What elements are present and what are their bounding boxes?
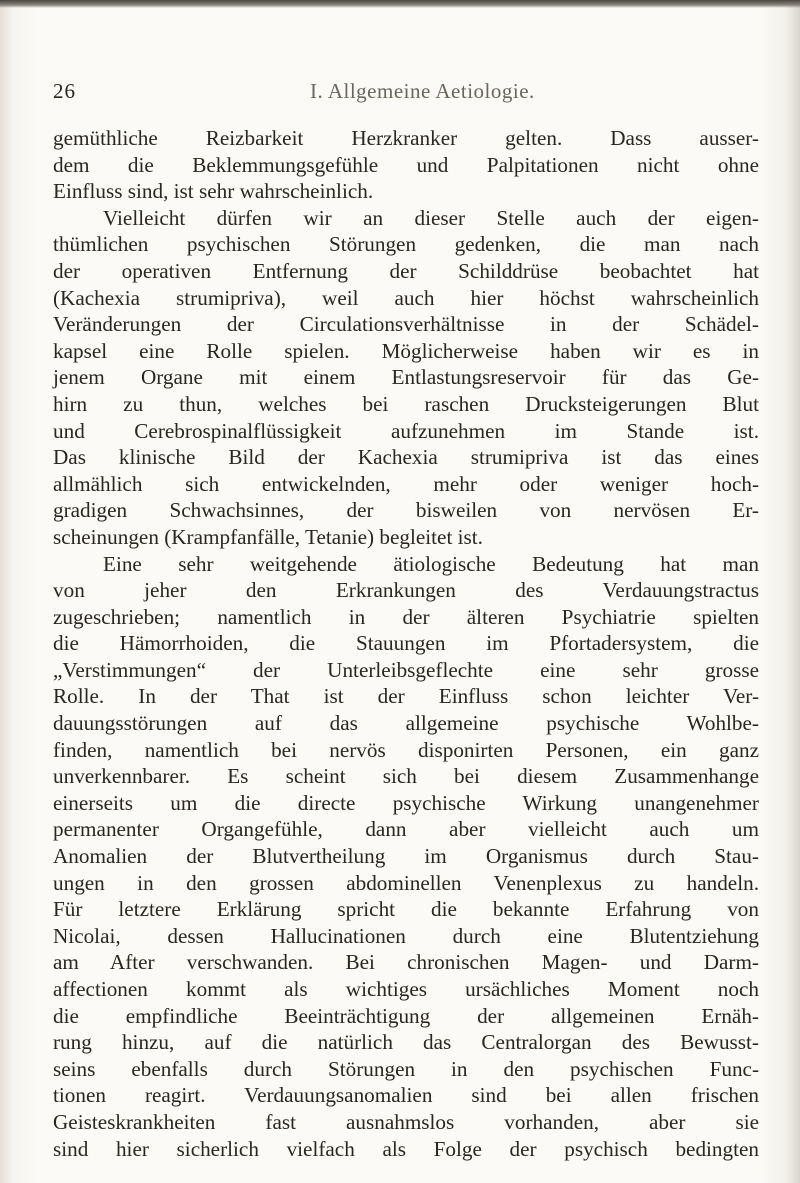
text-line: Eine sehr weitgehende ätiologische Bedeutung hat man <box>103 551 759 576</box>
page-top-edge <box>0 0 800 8</box>
text-line: Rolle. In der That ist der Einfluss schon leichter Ver- <box>53 684 759 709</box>
text-line: (Kachexia strumipriva), weil auch hier höchst wahrscheinlich <box>53 285 759 310</box>
text-line: affectionen kommt als wichtiges ursächliches Moment noch <box>53 977 759 1001</box>
running-title: I. Allgemeine Aetiologie. <box>310 79 535 103</box>
text-line: Das klinische Bild der Kachexia strumipriva ist das eines <box>53 445 759 470</box>
text-line: gradigen Schwachsinnes, der bisweilen von nervösen Er- <box>53 498 759 523</box>
page-number: 26 <box>53 79 76 103</box>
text-line: am After verschwanden. Bei chronischen Magen- und Darm- <box>53 950 759 975</box>
text-line: dem die Beklemmungsgefühle und Palpitationen nicht ohne <box>53 152 759 177</box>
text-line: tionen reagirt. Verdauungsanomalien sind bei allen frischen <box>53 1083 759 1108</box>
page-header <box>53 79 753 109</box>
text-line: kapsel eine Rolle spielen. Möglicherweise haben wir es in <box>53 338 759 363</box>
text-line: Vielleicht dürfen wir an dieser Stelle auch der eigen- <box>103 205 759 230</box>
text-line: finden, namentlich bei nervös disponirten Personen, ein ganz <box>53 737 759 762</box>
text-line: Veränderungen der Circulationsverhältnisse in der Schädel- <box>53 312 759 337</box>
text-line: Einfluss sind, ist sehr wahrscheinlich. <box>53 179 374 204</box>
text-line: scheinungen (Krampfanfälle, Tetanie) begleitet ist. <box>53 524 483 549</box>
text-line: sind hier sicherlich vielfach als Folge der psychisch bedingten <box>53 1136 759 1161</box>
text-line: „Verstimmungen“ der Unterleibsgeflechte eine sehr grosse <box>53 657 759 682</box>
text-line: seins ebenfalls durch Störungen in den psychischen Func- <box>53 1056 759 1081</box>
body-text <box>53 125 759 1162</box>
text-line: zugeschrieben; namentlich in der älteren Psychiatrie spielten <box>53 604 759 629</box>
text-line: rung hinzu, auf die natürlich das Centralorgan des Bewusst- <box>53 1030 759 1055</box>
text-line: und Cerebrospinalflüssigkeit aufzunehmen im Stande ist. <box>53 418 759 443</box>
text-line: Nicolai, dessen Hallucinationen durch eine Blutentziehung <box>53 923 759 948</box>
text-line: hirn zu thun, welches bei raschen Drucksteigerungen Blut <box>53 391 759 416</box>
text-line: einerseits um die directe psychische Wirkung unangenehmer <box>53 790 759 815</box>
text-line: die Hämorrhoiden, die Stauungen im Pfortadersystem, die <box>53 631 759 656</box>
text-line: ungen in den grossen abdominellen Venenplexus zu handeln. <box>53 870 759 895</box>
text-line: Anomalien der Blutvertheilung im Organismus durch Stau- <box>53 844 759 869</box>
text-line: permanenter Organgefühle, dann aber vielleicht auch um <box>53 817 759 842</box>
text-line: gemüthliche Reizbarkeit Herzkranker gelten. Dass ausser- <box>53 126 759 150</box>
text-line: Für letztere Erklärung spricht die bekannte Erfahrung von <box>53 897 759 922</box>
text-line: von jeher den Erkrankungen des Verdauungstractus <box>53 578 759 603</box>
text-line: Geisteskrankheiten fast ausnahmslos vorhanden, aber sie <box>53 1109 759 1134</box>
text-line: allmählich sich entwickelnden, mehr oder weniger hoch- <box>53 471 759 496</box>
text-line: unverkennbarer. Es scheint sich bei diesem Zusammenhange <box>53 764 759 789</box>
text-line: dauungsstörungen auf das allgemeine psychische Wohlbe- <box>53 711 759 736</box>
text-line: jenem Organe mit einem Entlastungsreservoir für das Ge- <box>53 365 759 390</box>
text-line: thümlichen psychischen Störungen gedenken, die man nach <box>53 232 759 257</box>
text-line: die empfindliche Beeinträchtigung der allgemeinen Ernäh- <box>53 1003 759 1028</box>
text-line: der operativen Entfernung der Schilddrüse beobachtet hat <box>53 258 759 283</box>
